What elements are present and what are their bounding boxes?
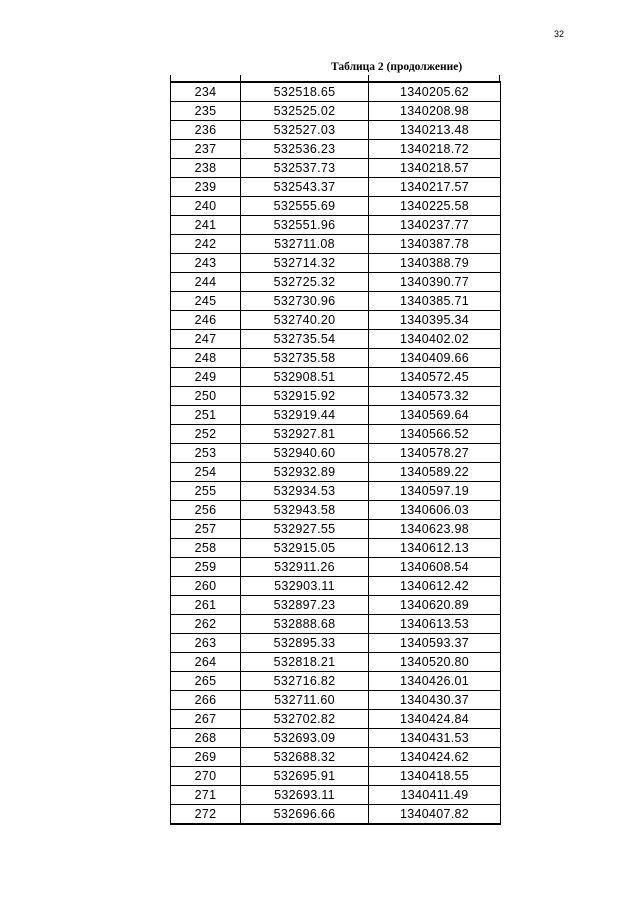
point-number-cell: 254 xyxy=(171,463,241,482)
x-coordinate-cell: 532536.23 xyxy=(241,140,369,159)
table-row xyxy=(171,634,501,653)
point-number-cell: 255 xyxy=(171,482,241,501)
table-header-stub xyxy=(170,75,500,81)
table-caption: Таблица 2 (продолжение) xyxy=(331,61,463,73)
y-coordinate-cell: 1340424.84 xyxy=(369,710,501,729)
point-number-cell: 271 xyxy=(171,786,241,805)
table-row xyxy=(171,615,501,634)
x-coordinate-cell: 532915.92 xyxy=(241,387,369,406)
x-coordinate-cell: 532696.66 xyxy=(241,805,369,825)
point-number-cell: 264 xyxy=(171,653,241,672)
table-row xyxy=(171,805,501,825)
y-coordinate-cell: 1340572.45 xyxy=(369,368,501,387)
table-row xyxy=(171,102,501,121)
point-number-cell: 269 xyxy=(171,748,241,767)
point-number-cell: 268 xyxy=(171,729,241,748)
point-number-cell: 253 xyxy=(171,444,241,463)
point-number-cell: 244 xyxy=(171,273,241,292)
y-coordinate-cell: 1340218.57 xyxy=(369,159,501,178)
y-coordinate-cell: 1340613.53 xyxy=(369,615,501,634)
table-row xyxy=(171,406,501,425)
y-coordinate-cell: 1340426.01 xyxy=(369,672,501,691)
page-number: 32 xyxy=(553,29,564,39)
x-coordinate-cell: 532735.54 xyxy=(241,330,369,349)
table-row xyxy=(171,368,501,387)
point-number-cell: 252 xyxy=(171,425,241,444)
coordinates-table-container xyxy=(170,75,500,825)
point-number-cell: 249 xyxy=(171,368,241,387)
x-coordinate-cell: 532818.21 xyxy=(241,653,369,672)
x-coordinate-cell: 532725.32 xyxy=(241,273,369,292)
x-coordinate-cell: 532903.11 xyxy=(241,577,369,596)
point-number-cell: 235 xyxy=(171,102,241,121)
y-coordinate-cell: 1340593.37 xyxy=(369,634,501,653)
table-row xyxy=(171,387,501,406)
table-row xyxy=(171,729,501,748)
x-coordinate-cell: 532716.82 xyxy=(241,672,369,691)
point-number-cell: 259 xyxy=(171,558,241,577)
y-coordinate-cell: 1340418.55 xyxy=(369,767,501,786)
y-coordinate-cell: 1340589.22 xyxy=(369,463,501,482)
y-coordinate-cell: 1340385.71 xyxy=(369,292,501,311)
point-number-cell: 240 xyxy=(171,197,241,216)
point-number-cell: 266 xyxy=(171,691,241,710)
point-number-cell: 263 xyxy=(171,634,241,653)
table-row xyxy=(171,140,501,159)
table-row xyxy=(171,539,501,558)
x-coordinate-cell: 532927.55 xyxy=(241,520,369,539)
x-coordinate-cell: 532711.60 xyxy=(241,691,369,710)
y-coordinate-cell: 1340431.53 xyxy=(369,729,501,748)
y-coordinate-cell: 1340395.34 xyxy=(369,311,501,330)
x-coordinate-cell: 532897.23 xyxy=(241,596,369,615)
point-number-cell: 238 xyxy=(171,159,241,178)
point-number-cell: 234 xyxy=(171,82,241,102)
point-number-cell: 250 xyxy=(171,387,241,406)
table-row xyxy=(171,672,501,691)
y-coordinate-cell: 1340411.49 xyxy=(369,786,501,805)
y-coordinate-cell: 1340608.54 xyxy=(369,558,501,577)
x-coordinate-cell: 532940.60 xyxy=(241,444,369,463)
y-coordinate-cell: 1340520.80 xyxy=(369,653,501,672)
x-coordinate-cell: 532927.81 xyxy=(241,425,369,444)
y-coordinate-cell: 1340218.72 xyxy=(369,140,501,159)
y-coordinate-cell: 1340213.48 xyxy=(369,121,501,140)
x-coordinate-cell: 532908.51 xyxy=(241,368,369,387)
table-row xyxy=(171,425,501,444)
point-number-cell: 256 xyxy=(171,501,241,520)
table-row xyxy=(171,482,501,501)
point-number-cell: 258 xyxy=(171,539,241,558)
x-coordinate-cell: 532735.58 xyxy=(241,349,369,368)
table-row xyxy=(171,292,501,311)
point-number-cell: 243 xyxy=(171,254,241,273)
point-number-cell: 241 xyxy=(171,216,241,235)
x-coordinate-cell: 532915.05 xyxy=(241,539,369,558)
table-body xyxy=(171,82,501,824)
x-coordinate-cell: 532943.58 xyxy=(241,501,369,520)
point-number-cell: 239 xyxy=(171,178,241,197)
point-number-cell: 236 xyxy=(171,121,241,140)
table-row xyxy=(171,501,501,520)
table-row xyxy=(171,558,501,577)
y-coordinate-cell: 1340409.66 xyxy=(369,349,501,368)
table-row xyxy=(171,330,501,349)
point-number-cell: 260 xyxy=(171,577,241,596)
x-coordinate-cell: 532527.03 xyxy=(241,121,369,140)
point-number-cell: 237 xyxy=(171,140,241,159)
point-number-cell: 242 xyxy=(171,235,241,254)
point-number-cell: 248 xyxy=(171,349,241,368)
y-coordinate-cell: 1340225.58 xyxy=(369,197,501,216)
y-coordinate-cell: 1340573.32 xyxy=(369,387,501,406)
point-number-cell: 247 xyxy=(171,330,241,349)
x-coordinate-cell: 532543.37 xyxy=(241,178,369,197)
x-coordinate-cell: 532740.20 xyxy=(241,311,369,330)
y-coordinate-cell: 1340424.62 xyxy=(369,748,501,767)
point-number-cell: 272 xyxy=(171,805,241,825)
x-coordinate-cell: 532932.89 xyxy=(241,463,369,482)
coordinates-table xyxy=(170,81,501,825)
table-row xyxy=(171,786,501,805)
y-coordinate-cell: 1340388.79 xyxy=(369,254,501,273)
y-coordinate-cell: 1340217.57 xyxy=(369,178,501,197)
y-coordinate-cell: 1340569.64 xyxy=(369,406,501,425)
y-coordinate-cell: 1340407.82 xyxy=(369,805,501,825)
table-row xyxy=(171,159,501,178)
table-row xyxy=(171,520,501,539)
x-coordinate-cell: 532518.65 xyxy=(241,82,369,102)
y-coordinate-cell: 1340402.02 xyxy=(369,330,501,349)
point-number-cell: 267 xyxy=(171,710,241,729)
x-coordinate-cell: 532711.08 xyxy=(241,235,369,254)
y-coordinate-cell: 1340390.77 xyxy=(369,273,501,292)
x-coordinate-cell: 532555.69 xyxy=(241,197,369,216)
y-coordinate-cell: 1340237.77 xyxy=(369,216,501,235)
x-coordinate-cell: 532693.09 xyxy=(241,729,369,748)
table-row xyxy=(171,216,501,235)
x-coordinate-cell: 532537.73 xyxy=(241,159,369,178)
x-coordinate-cell: 532693.11 xyxy=(241,786,369,805)
y-coordinate-cell: 1340606.03 xyxy=(369,501,501,520)
table-row xyxy=(171,349,501,368)
x-coordinate-cell: 532525.02 xyxy=(241,102,369,121)
x-coordinate-cell: 532895.33 xyxy=(241,634,369,653)
point-number-cell: 270 xyxy=(171,767,241,786)
point-number-cell: 245 xyxy=(171,292,241,311)
y-coordinate-cell: 1340387.78 xyxy=(369,235,501,254)
point-number-cell: 257 xyxy=(171,520,241,539)
x-coordinate-cell: 532714.32 xyxy=(241,254,369,273)
point-number-cell: 251 xyxy=(171,406,241,425)
point-number-cell: 246 xyxy=(171,311,241,330)
table-row xyxy=(171,577,501,596)
x-coordinate-cell: 532934.53 xyxy=(241,482,369,501)
x-coordinate-cell: 532695.91 xyxy=(241,767,369,786)
y-coordinate-cell: 1340620.89 xyxy=(369,596,501,615)
y-coordinate-cell: 1340612.42 xyxy=(369,577,501,596)
y-coordinate-cell: 1340597.19 xyxy=(369,482,501,501)
x-coordinate-cell: 532919.44 xyxy=(241,406,369,425)
table-row xyxy=(171,748,501,767)
table-row xyxy=(171,653,501,672)
table-row xyxy=(171,178,501,197)
y-coordinate-cell: 1340208.98 xyxy=(369,102,501,121)
table-row xyxy=(171,273,501,292)
table-row xyxy=(171,311,501,330)
table-row xyxy=(171,596,501,615)
y-coordinate-cell: 1340430.37 xyxy=(369,691,501,710)
y-coordinate-cell: 1340578.27 xyxy=(369,444,501,463)
table-row xyxy=(171,691,501,710)
point-number-cell: 261 xyxy=(171,596,241,615)
x-coordinate-cell: 532688.32 xyxy=(241,748,369,767)
table-row xyxy=(171,235,501,254)
y-coordinate-cell: 1340623.98 xyxy=(369,520,501,539)
table-row xyxy=(171,82,501,102)
point-number-cell: 262 xyxy=(171,615,241,634)
table-row xyxy=(171,197,501,216)
table-row xyxy=(171,710,501,729)
x-coordinate-cell: 532702.82 xyxy=(241,710,369,729)
point-number-cell: 265 xyxy=(171,672,241,691)
y-coordinate-cell: 1340205.62 xyxy=(369,82,501,102)
y-coordinate-cell: 1340566.52 xyxy=(369,425,501,444)
x-coordinate-cell: 532551.96 xyxy=(241,216,369,235)
table-row xyxy=(171,121,501,140)
table-row xyxy=(171,463,501,482)
table-row xyxy=(171,444,501,463)
x-coordinate-cell: 532888.68 xyxy=(241,615,369,634)
table-row xyxy=(171,767,501,786)
table-row xyxy=(171,254,501,273)
y-coordinate-cell: 1340612.13 xyxy=(369,539,501,558)
x-coordinate-cell: 532730.96 xyxy=(241,292,369,311)
x-coordinate-cell: 532911.26 xyxy=(241,558,369,577)
